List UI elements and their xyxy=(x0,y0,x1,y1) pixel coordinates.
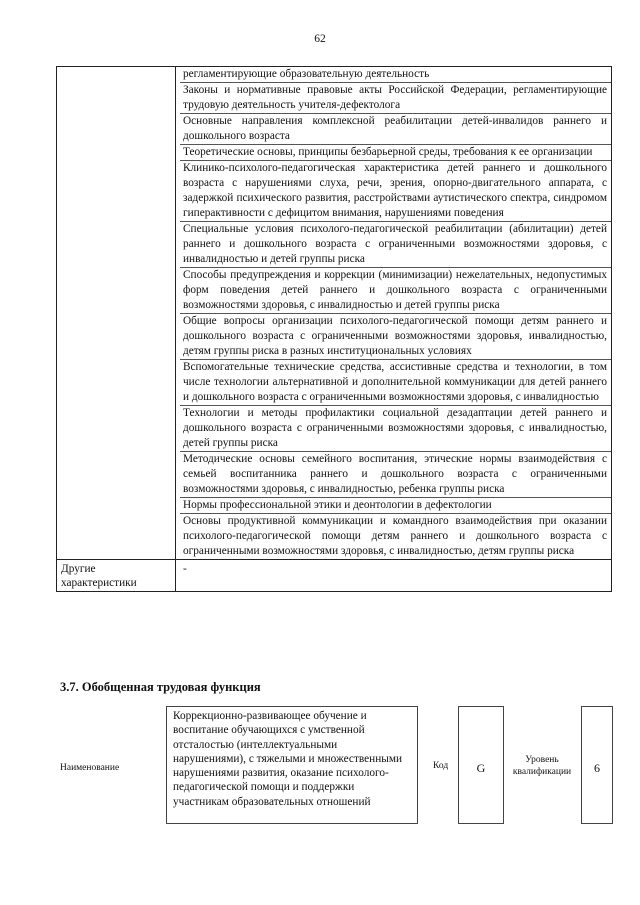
requirements-table xyxy=(56,66,612,592)
qualification-level-label: Уровень квалификации xyxy=(512,755,572,777)
knowledge-row xyxy=(57,67,612,560)
knowledge-list-cell xyxy=(176,67,612,560)
knowledge-item: Теоретические основы, принципы безбарьерной среды, требования к ее организации xyxy=(180,145,611,161)
other-characteristics-row xyxy=(57,560,612,592)
name-label: Наименование xyxy=(60,763,120,773)
knowledge-item: Методические основы семейного воспитания, этические нормы взаимодействия с семьей воспитанника раннего и дошкольного возраста с ограниченными возможностями здоровья, с инвалидностью, ребенка группы риска xyxy=(180,452,611,498)
knowledge-item: Основные направления комплексной реабилитации детей-инвалидов раннего и дошкольного возраста xyxy=(180,114,611,145)
knowledge-label-cell xyxy=(57,67,176,560)
knowledge-item: Вспомогательные технические средства, ассистивные средства и технологии, в том числе технологии альтернативной и дополнительной коммуникации для детей раннего и дошкольного возраста с ограниченными возможностями здоровья, с инвалидностью xyxy=(180,360,611,406)
code-value-box: G xyxy=(458,706,504,824)
knowledge-item: Способы предупреждения и коррекции (минимизации) нежелательных, недопустимых форм поведения детей раннего и дошкольного возраста с ограниченными возможностями здоровья, с инвалидностью и детей группы риска xyxy=(180,268,611,314)
function-name-box: Коррекционно-развивающее обучение и воспитание обучающихся с умственной отсталостью (интеллектуальными нарушениями), с тяжелыми и множественными нарушениями развития, оказание психолого-педагогической помощи и поддержки участникам образовательных отношений xyxy=(166,706,418,824)
other-characteristics-value-cell xyxy=(176,560,612,592)
knowledge-item: Законы и нормативные правовые акты Российской Федерации, регламентирующие трудовую деятельность учителя-дефектолога xyxy=(180,83,611,114)
knowledge-item: Технологии и методы профилактики социальной дезадаптации детей раннего и дошкольного возраста с ограниченными возможностями здоровья, с инвалидностью, детей группы риска xyxy=(180,406,611,452)
other-characteristics-value: - xyxy=(183,563,187,575)
knowledge-item: Общие вопросы организации психолого-педагогической помощи детям раннего и дошкольного возраста с ограниченными возможностями здоровья, инвалидностью, детям группы риска в разных институциональных условиях xyxy=(180,314,611,360)
code-label: Код xyxy=(433,761,449,771)
knowledge-item: регламентирующие образовательную деятельность xyxy=(180,67,611,83)
knowledge-item: Нормы профессиональной этики и деонтологии в дефектологии xyxy=(180,498,611,514)
section-title: 3.7. Обобщенная трудовая функция xyxy=(60,680,261,694)
other-characteristics-label: Другие характеристики xyxy=(61,563,137,589)
knowledge-item: Клинико-психолого-педагогическая характеристика детей раннего и дошкольного возраста с нарушениями слуха, речи, зрения, опорно-двигательного аппарата, с задержкой психического развития, расстройствами аутистического спектра, синдромом гиперактивности с дефицитом внимания, нарушениями поведения xyxy=(180,161,611,222)
knowledge-item: Основы продуктивной коммуникации и командного взаимодействия при оказании психолого-педагогической помощи детям раннего и дошкольного возраста с ограниченными возможностями здоровья, с инвалидностью, детям группы риска xyxy=(183,515,607,557)
other-characteristics-label-cell xyxy=(57,560,176,592)
knowledge-item: Специальные условия психолого-педагогической реабилитации (абилитации) детей раннего и дошкольного возраста с ограниченными возможностями здоровья, с инвалидностью и детей группы риска xyxy=(180,222,611,268)
qualification-level-box: 6 xyxy=(581,706,613,824)
page-number: 62 xyxy=(314,33,326,45)
